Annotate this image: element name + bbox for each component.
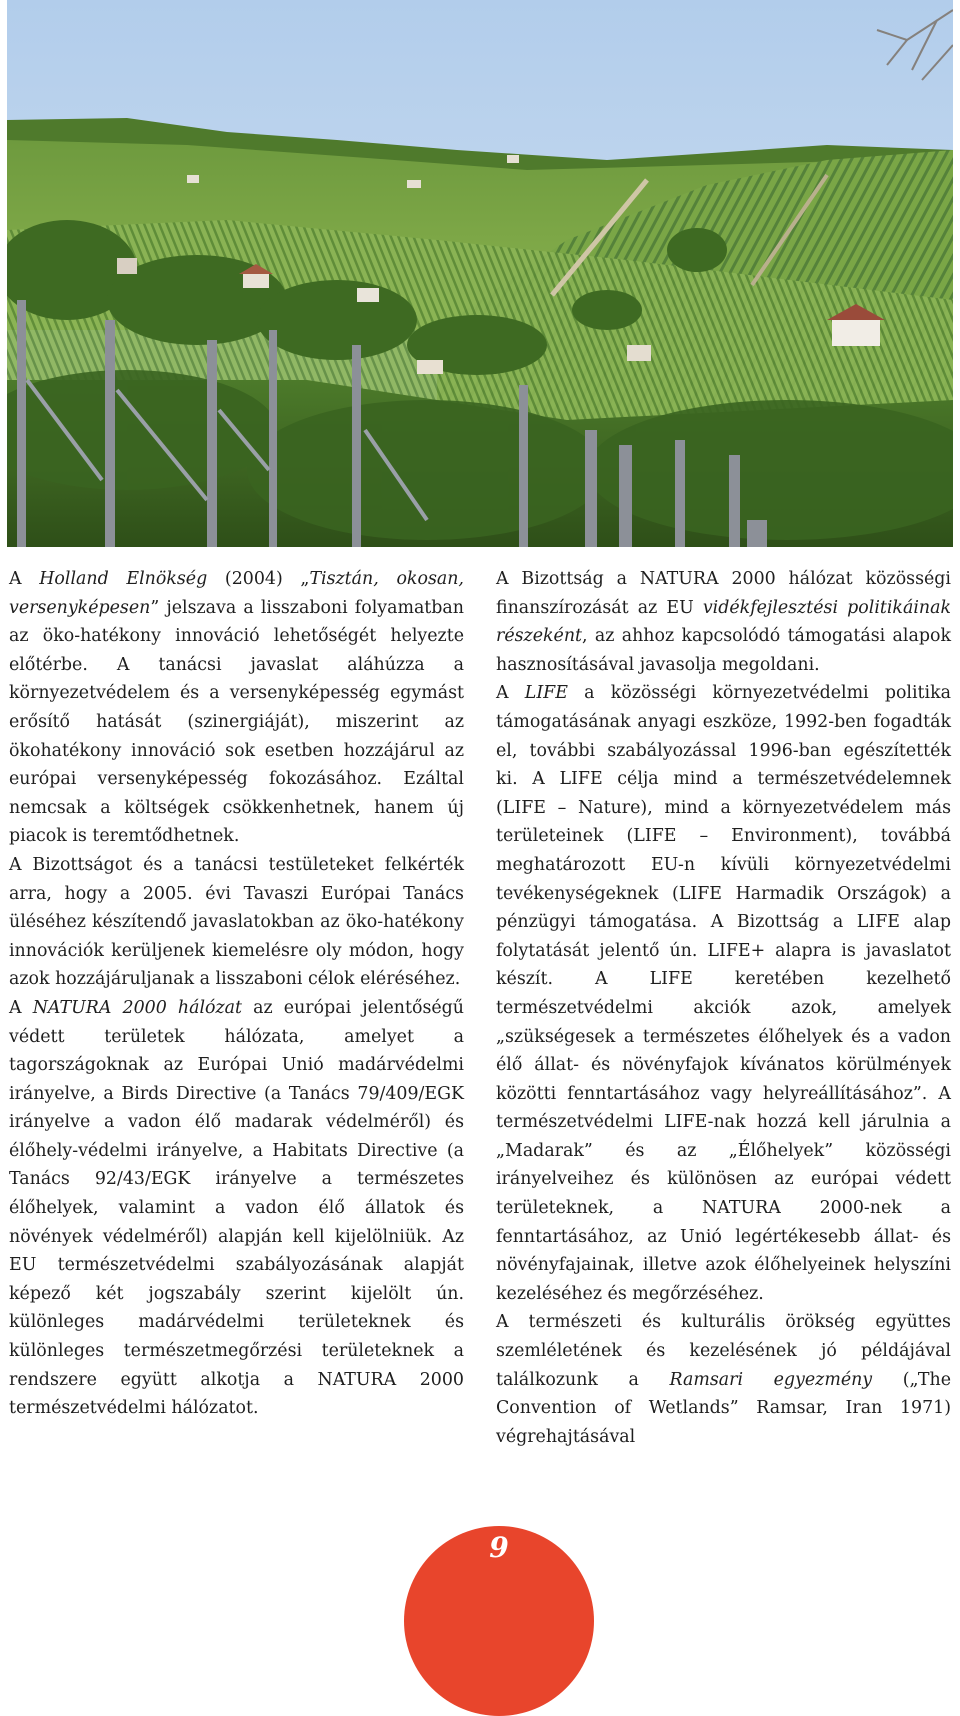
text-run: a közösségi környezetvédelmi politika támogatásának anyagi eszköze, 1992-ben fogadták el, további szabályozással 1996-ban egészítették ki. A LIFE célja mind a természetvédelemnek (LIFE – Nature), mind a környezetvédelem más területeinek (LIFE – Environment), továbbá meghatározott EU-n kívüli környezetvédelmi tevékenységeknek (LIFE Harmadik Országok) a pénzügyi támogatása. A Bizottság a LIFE alap folytatását jelentő ún. LIFE+ alapra is javaslatot készít. A LIFE keretében kezelhető természetvédelmi akciók azok, amelyek „szükségesek a természetes élőhelyek és a vadon élő állat- és növényfajok kívánatos körülmények közötti fenntartásához vagy helyreállításához”. A természetvédelmi LIFE-nak hozzá kell járulnia a „Madarak” és az „Élőhelyek” közösségi irányelveihez és különösen az európai védett területeknek, a NATURA 2000-nek a fenntartásához, az Unió legértékesebb állat- és növényfajainak, illetve azok élőhelyeinek helyszíni kezeléséhez és megőrzéséhez. — [496, 683, 952, 1304]
italic-run: LIFE — [524, 683, 568, 704]
italic-run: Tisztán, okosan, versenyképesen — [9, 569, 464, 618]
paragraph-natura-2000 — [9, 994, 464, 1423]
text-run: („The Convention of Wetlands” Ramsar, Iran 1971) végrehajtásával — [496, 1369, 951, 1447]
italic-run: NATURA 2000 hálózat — [32, 997, 243, 1018]
vineyard-landscape-illustration — [7, 0, 953, 547]
italic-run: vidékfejlesztési politikáinak részeként — [496, 597, 952, 647]
text-run: , az ahhoz kapcsolódó támogatási alapok hasznosításával javasolja megoldani. — [496, 626, 951, 675]
left-text-column — [9, 565, 464, 1423]
paragraph-holland-presidency — [9, 565, 464, 851]
vineyard-photo — [7, 0, 953, 547]
text-run: A — [9, 569, 40, 589]
text-run: A természeti és kulturális örökség együttes szemléletének és kezelésének jó példájával találkozunk a — [496, 1312, 951, 1390]
paragraph-ramsar — [496, 1308, 951, 1451]
text-run: ” jelszava a lisszaboni folyamatban az öko-hatékony innováció lehetőségét helyezte előtérbe. A tanácsi javaslat aláhúzza a környezetvédelem és a versenyképesség egymást erősítő hatását (szinergiáját), miszerint az ökohatékony innováció sok esetben hozzájárul az európai versenyképesség fokozásához. Ezáltal nemcsak a költségek csökkenhetnek, hanem új piacok is teremtődhetnek. — [9, 597, 464, 847]
text-run: az európai jelentőségű védett területek hálózata, amelyet a tagországoknak az Európai Unió madárvédelmi irányelve, a Birds Directive (a Tanács 79/409/EGK irányelve a vadon élő madarak védelméről) és élőhely-védelmi irányelve, a Habitats Directive (a Tanács 92/43/EGK irányelve a természetes élőhelyek, valamint a vadon élő állatok és növények védelméről) alapján kell kijelölniük. Az EU természetvédelmi szabályozásának alapját képező két jogszabály szerint kijelölt ún. különleges madárvédelmi területeknek és különleges természetmegőrzési területeknek a rendszere együtt alkotja a NATURA 2000 természetvédelmi hálózatot. — [9, 997, 464, 1419]
right-text-column — [496, 565, 951, 1451]
text-run: (2004) „ — [207, 569, 310, 589]
italic-run: Holland Elnökség — [39, 569, 208, 589]
text-run: A Bizottság a NATURA 2000 hálózat közösségi finanszírozását az EU — [496, 569, 951, 618]
page-number: 9 — [489, 1531, 509, 1564]
text-run: A — [496, 683, 525, 704]
paragraph-natura-financing — [496, 565, 951, 679]
paragraph-commission-request: A Bizottságot és a tanácsi testületeket felkérték arra, hogy a 2005. évi Tavaszi Európai Tanács üléséhez készítendő javaslatokban az öko-hatékony innovációk kerüljenek kiemelésre oly módon, hogy azok hozzájáruljanak a lisszaboni célok eléréséhez. — [9, 854, 464, 990]
text-run: A — [9, 997, 33, 1018]
paragraph-life-programme — [496, 679, 951, 1308]
italic-run: Ramsari egyezmény — [669, 1369, 873, 1390]
